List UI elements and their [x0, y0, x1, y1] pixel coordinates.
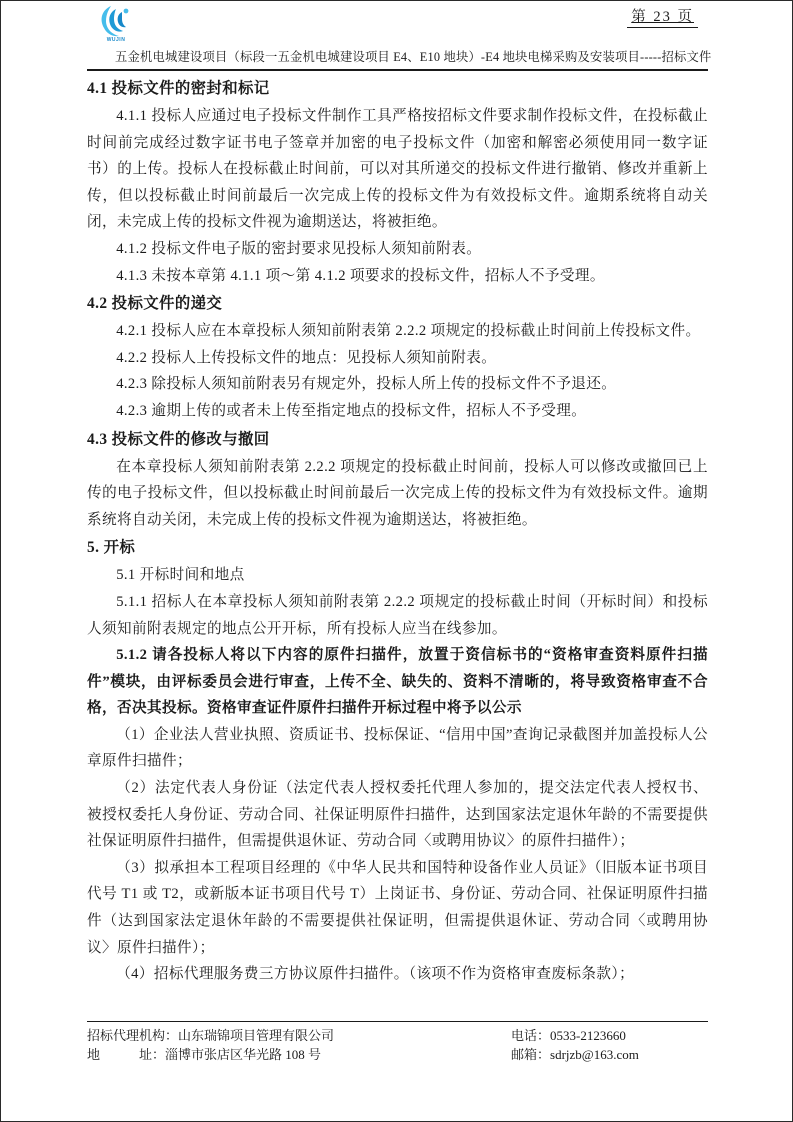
phone-label: 电话：: [511, 1028, 551, 1043]
paragraph: 4.1.3 未按本章第 4.1.1 项～第 4.1.2 项要求的投标文件，招标人不予受理。: [116, 267, 605, 284]
section-heading: 5. 开标: [87, 539, 136, 557]
phone-value: 0533-2123660: [550, 1028, 626, 1043]
paragraph: 5.1.1 招标人在本章投标人须知前附表第 2.2.2 项规定的投标截止时间（开标时间）和投标人须知前附表规定的地点公开开标，所有投标人应当在线参加。: [87, 593, 708, 637]
paragraph: 5.1 开标时间和地点: [116, 567, 245, 584]
page-number-label: 第 23 页: [631, 9, 694, 25]
swirl-logo-icon: [93, 3, 139, 39]
paragraph: 4.1.1 投标人应通过电子投标文件制作工具严格按招标文件要求制作投标文件，在投标截止时间前完成经过数字证书电子签章并加密的电子投标文件（加密和解密必须使用同一数字证书）的上传。投标人在投标截止时间前，可以对其所递交的投标文件进行撤销、修改并重新上传，但以投标截止时间前最后一次完成上传的投标文件为有效投标文件。逾期系统将自动关闭，未完成上传的投标文件视为逾期送达，将被拒绝。: [87, 108, 708, 231]
page-number: [627, 5, 698, 28]
address-value: 淄博市张店区华光路 108 号: [165, 1047, 322, 1062]
paragraph: 5.1.2 请各投标人将以下内容的原件扫描件，放置于资信标书的“资格审查资料原件扫描件”模块，由评标委员会进行审查，上传不全、缺失的、资料不清晰的，将导致资格审查不合格，否决其投标。资格审查证件原件扫描件开标过程中将予以公示: [87, 647, 708, 717]
paragraph: 4.2.3 除投标人须知前附表另有规定外，投标人所上传的投标文件不予退还。: [116, 376, 617, 393]
agency-value: 山东瑞锦项目管理有限公司: [178, 1028, 335, 1043]
email-label: 邮箱：: [511, 1047, 551, 1062]
logo-caption: WUJIN: [106, 37, 126, 43]
section-heading: 4.2 投标文件的递交: [87, 295, 223, 313]
paragraph: （2）法定代表人身份证（法定代表人授权委托代理人参加的，提交法定代表人授权书、被授权委托人身份证、劳动合同、社保证明原件扫描件，达到国家法定退休年龄的不需要提供社保证明原件扫描件，但需提供退休证、劳动合同〈或聘用协议〉的原件扫描件）；: [87, 780, 708, 850]
section-heading: 4.1 投标文件的密封和标记: [87, 80, 270, 97]
document-title: 五金机电城建设项目（标段一五金机电城建设项目 E4、E10 地块）-E4 地块电梯采购及安装项目-----招标文件: [115, 50, 712, 64]
page-footer: [87, 1021, 708, 1064]
document-body: [87, 71, 708, 988]
company-logo: [93, 3, 139, 49]
address-label: 地 址：: [87, 1047, 166, 1062]
paragraph: （4）招标代理服务费三方协议原件扫描件。（该项不作为资格审查废标条款）；: [116, 966, 635, 983]
paragraph: （1）企业法人营业执照、资质证书、投标保证、“信用中国”查询记录截图并加盖投标人公章原件扫描件；: [87, 726, 708, 770]
page-header: [87, 1, 712, 71]
paragraph: 在本章投标人须知前附表第 2.2.2 项规定的投标截止时间前，投标人可以修改或撤回已上传的电子投标文件，但以投标截止时间前最后一次完成上传的投标文件为有效投标文件。逾期系统将自动关闭，未完成上传的投标文件视为逾期送达，将被拒绝。: [87, 458, 708, 528]
paragraph: 4.2.2 投标人上传投标文件的地点：见投标人须知前附表。: [116, 349, 497, 366]
paragraph: （3）拟承担本工程项目经理的《中华人民共和国特种设备作业人员证》（旧版本证书项目代号 T1 或 T2，或新版本证书项目代号 T）上岗证书、身份证、劳动合同、社保证明原件扫描件（达到国家法定退休年龄的不需要提供社保证明，但需提供退休证、劳动合同〈或聘用协议〉原件扫描件）；: [87, 859, 708, 956]
paragraph: 4.2.1 投标人应在本章投标人须知前附表第 2.2.2 项规定的投标截止时间前上传投标文件。: [116, 323, 701, 340]
paragraph: 4.1.2 投标文件电子版的密封要求见投标人须知前附表。: [116, 240, 482, 257]
section-heading: 4.3 投标文件的修改与撤回: [87, 430, 270, 448]
email-value: sdrjzb@163.com: [550, 1047, 639, 1062]
agency-label: 招标代理机构：: [87, 1028, 179, 1043]
paragraph: 4.2.3 逾期上传的或者未上传至指定地点的投标文件，招标人不予受理。: [116, 402, 587, 419]
